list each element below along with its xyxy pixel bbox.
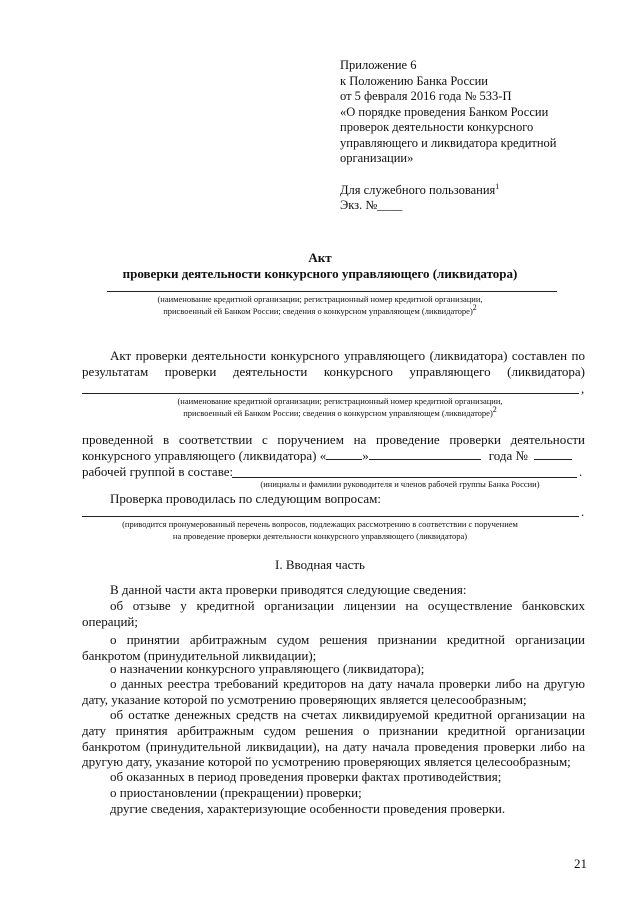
header-line: Приложение 6 xyxy=(340,58,417,72)
list-item-cont: банкротом (принудительной ликвидации); xyxy=(82,648,317,663)
para1-line1: Акт проверки деятельности конкурсного управляющего (ликвидатора) составлен по xyxy=(110,348,585,363)
blank-line xyxy=(82,393,579,394)
header-line: к Положению Банка России xyxy=(340,73,488,88)
list-item-cont: операций; xyxy=(82,614,138,629)
list-item-cont: банкротом (принудительной ликвидации), на дату начала проведения проверки либо на xyxy=(82,739,585,754)
list-item: другие сведения, характеризующие особенности проведения проверки. xyxy=(110,801,506,816)
period: . xyxy=(579,464,583,479)
section-heading: I. Вводная часть xyxy=(275,557,365,572)
title-line2: проверки деятельности конкурсного управляющего (ликвидатора) xyxy=(122,266,518,281)
footnote-ref: 1 xyxy=(495,181,500,191)
list-item: об отзыве у кредитной организации лицензии на осуществление банковских xyxy=(110,598,585,613)
confidential-mark: Для служебного пользования$^1$ xyxy=(340,181,500,197)
document-header xyxy=(340,58,620,214)
date-month-blank xyxy=(369,448,481,460)
caption-questions: (приводится пронумерованный перечень вопросов, подлежащих рассмотрению в соответствии с поручением на проведение проверки деятельности конкурсного управляющего (ликвидатора) xyxy=(122,519,518,541)
list-item-cont: другую дату, указание которой по усмотрению проверяющих является целесообразным; xyxy=(82,754,571,769)
para2-line2: конкурсного управляющего (ликвидатора) « » года № xyxy=(82,448,585,464)
blank-line xyxy=(82,516,579,517)
period: . xyxy=(581,504,585,519)
list-item-cont: дату принятия арбитражным судом решения о признании кредитной организации xyxy=(82,723,585,738)
list-item: о данных реестра требований кредиторов на дату начала проверки либо на другую xyxy=(110,676,585,691)
title-line1: Акт xyxy=(308,250,332,265)
para1-line2: результатам проверки деятельности конкурсного управляющего (ликвидатора) xyxy=(82,364,585,379)
list-item: о принятии арбитражным судом решения признании кредитной организации xyxy=(110,632,585,647)
intro: В данной части акта проверки приводятся следующие сведения: xyxy=(110,582,467,597)
para3: Проверка проводилась по следующим вопросам: xyxy=(110,491,381,506)
date-day-blank xyxy=(326,448,362,460)
order-number-blank xyxy=(534,448,572,460)
header-line: проверок деятельности конкурсного xyxy=(340,120,534,134)
caption-org: (наименование кредитной организации; регистрационный номер кредитной организации, присвоенный ей Банком России; сведения о конкурсном управляющем (ликвидаторе)2 xyxy=(157,294,483,316)
list-item: об остатке денежных средств на счетах ликвидируемой кредитной организации на xyxy=(110,707,585,722)
caption-org-2: (наименование кредитной организации; регистрационный номер кредитной организации, присвоенный ей Банком России; сведения о конкурсном управляющем (ликвидаторе)2 xyxy=(177,396,503,418)
list-item: о назначении конкурсного управляющего (ликвидатора); xyxy=(110,661,425,676)
list-item-cont: дату, указание которой по усмотрению проверяющих является целесообразным; xyxy=(82,692,527,707)
para2-line3: рабочей группой в составе: xyxy=(82,464,234,479)
caption-team: (инициалы и фамилии руководителя и членов рабочей группы Банка России) xyxy=(260,479,540,489)
list-item: об оказанных в период проведения проверки фактах противодействия; xyxy=(110,769,502,784)
header-line: «О порядке проведения Банком России xyxy=(340,104,549,119)
para2-line1: проведенной в соответствии с поручением на проведение проверки деятельности xyxy=(82,432,585,447)
page-number: 21 xyxy=(574,856,587,871)
copy-number: Экз. №____ xyxy=(340,198,403,212)
header-line: от 5 февраля 2016 года № 533-П xyxy=(340,89,512,103)
comma: , xyxy=(581,381,585,396)
blank-line xyxy=(107,291,557,292)
list-item: о приостановлении (прекращении) проверки; xyxy=(110,785,362,800)
header-line: организации» xyxy=(340,151,414,165)
header-line: управляющего и ликвидатора кредитной xyxy=(340,135,557,150)
